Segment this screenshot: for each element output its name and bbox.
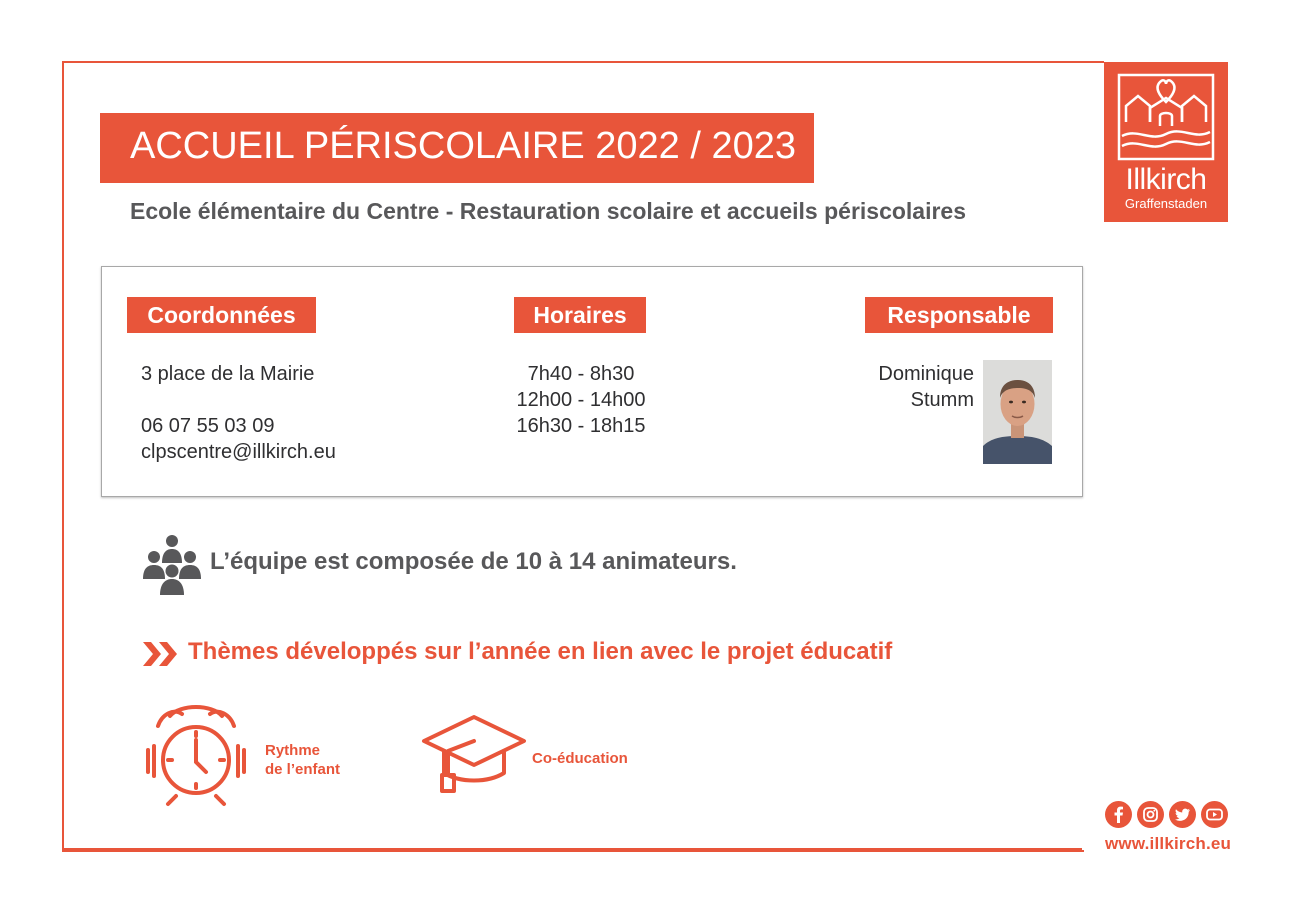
- youtube-icon[interactable]: [1201, 801, 1228, 828]
- double-chevron-icon: [141, 640, 181, 668]
- phone: 06 07 55 03 09: [141, 415, 275, 437]
- alarm-clock-icon: [140, 700, 256, 810]
- twitter-icon[interactable]: [1169, 801, 1196, 828]
- logo-name: Illkirch: [1125, 163, 1207, 196]
- horaires-label: Horaires: [514, 297, 646, 333]
- email: clpscentre@illkirch.eu: [141, 441, 336, 463]
- logo-subtitle: Graffenstaden: [1124, 196, 1208, 211]
- frame-bottom-edge: [62, 848, 1082, 850]
- theme-label-line: Rythme: [265, 742, 321, 759]
- manager-last-name: Stumm: [910, 389, 974, 411]
- page-subtitle: Ecole élémentaire du Centre - Restauration scolaire et accueils périscolaires: [130, 198, 967, 224]
- website-link[interactable]: www.illkirch.eu: [1105, 834, 1232, 853]
- theme-label-line: Co-éducation: [532, 750, 628, 767]
- theme-label-line: de l’enfant: [265, 761, 341, 778]
- team-text: L’équipe est composée de 10 à 14 animateurs.: [210, 548, 737, 575]
- graduation-cap-icon: [420, 711, 528, 799]
- theme-label: [532, 749, 628, 768]
- team-icon: [140, 533, 204, 595]
- theme-label: [265, 741, 340, 779]
- manager-photo: [983, 360, 1052, 464]
- schedule-slot: 16h30 - 18h15: [516, 415, 646, 437]
- manager-first-name: Dominique: [878, 363, 974, 385]
- schedule-slot: 12h00 - 14h00: [516, 389, 646, 411]
- page-title: ACCUEIL PÉRISCOLAIRE 2022 / 2023: [130, 125, 797, 167]
- coordonnees-label: Coordonnées: [127, 297, 316, 333]
- logo-emblem-icon: [1116, 72, 1216, 162]
- frame-top-edge: [1082, 61, 1104, 63]
- illkirch-logo: [1104, 62, 1228, 222]
- facebook-icon[interactable]: [1105, 801, 1132, 828]
- address: 3 place de la Mairie: [141, 363, 315, 385]
- schedule-slot: 7h40 - 8h30: [527, 363, 635, 385]
- instagram-icon[interactable]: [1137, 801, 1164, 828]
- title-banner: [100, 113, 814, 183]
- themes-heading: Thèmes développés sur l’année en lien avec le projet éducatif: [188, 638, 893, 665]
- responsable-label: Responsable: [865, 297, 1053, 333]
